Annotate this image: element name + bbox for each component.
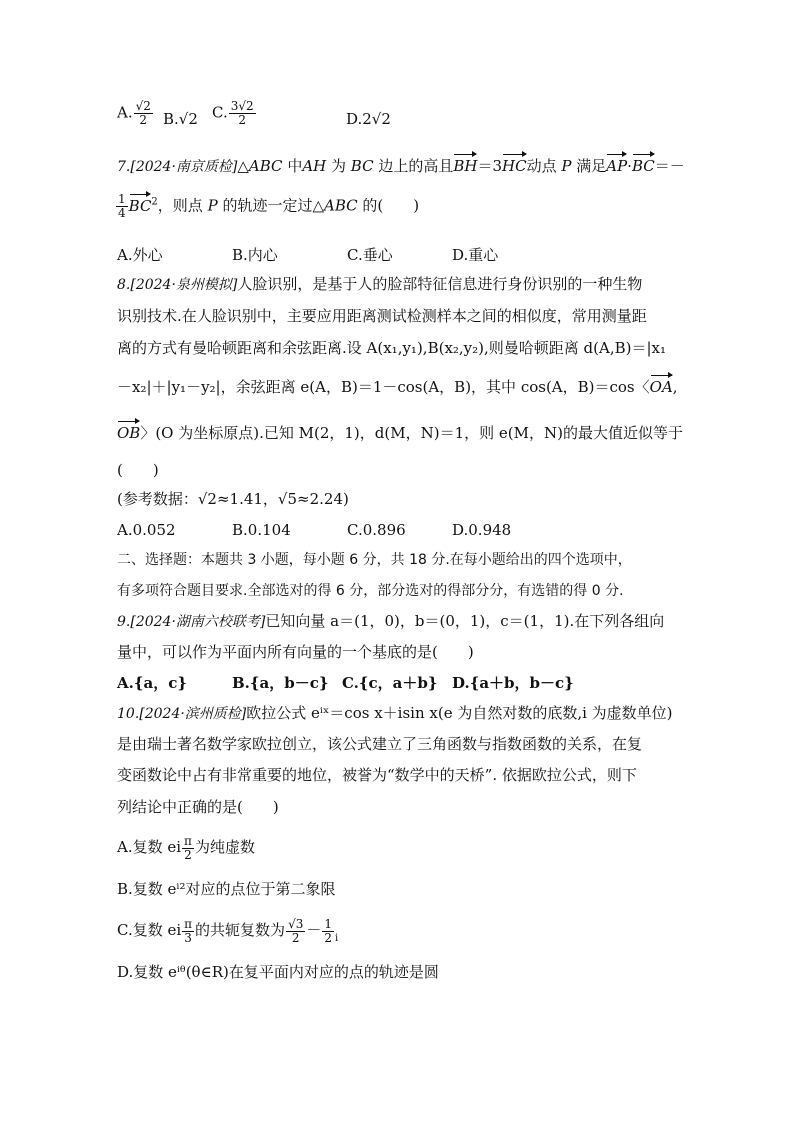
q8-option-b: B.0.104 <box>232 521 291 539</box>
q7-option-d: D.重心 <box>452 246 499 264</box>
q10-c-fraction-1: $\frac{\pi}{3}$ <box>184 916 193 945</box>
vector-hc: HC <box>502 157 527 175</box>
section-2-header-line-2: 有多项符合题目要求.全部选对的得 6 分，部分选对的得部分分，有选错的得 0 分. <box>117 583 624 599</box>
q10-line-2: 是由瑞士著名数学家欧拉创立，该公式建立了三角函数与指数函数的关系，在复 <box>117 735 643 753</box>
q6-a-fraction: $\frac{√2}{2}$ <box>135 99 151 127</box>
q10-option-b: B.复数 eⁱ²对应的点位于第二象限 <box>117 880 336 898</box>
q10-option-d: D.复数 eⁱᶿ(θ∈R)在复平面内对应的点的轨迹是圆 <box>117 963 439 981</box>
q8-option-d: D.0.948 <box>452 521 512 539</box>
q7-option-b: B.内心 <box>232 246 278 264</box>
q9-option-d: D.{a＋b，b－c} <box>452 674 574 692</box>
q6-option-c: C. $\frac{3√2}{2}$ <box>212 99 254 127</box>
q6-option-d: D.2√2 <box>346 110 391 128</box>
vector-bc: BC <box>631 157 655 175</box>
vector-oa: OA <box>649 378 673 396</box>
q8-line-3: 离的方式有曼哈顿距离和余弦距离.设 A(x₁,y₁),B(x₂,y₂),则曼哈顿距离 d(A,B)＝|x₁ <box>117 339 667 357</box>
q9-line-2: 量中，可以作为平面内所有向量的一个基底的是( ) <box>117 643 474 661</box>
q8-option-a: A.0.052 <box>117 521 176 539</box>
q6-option-a: A. $\frac{√2}{2}$ <box>117 99 151 127</box>
vector-ob: OB <box>117 424 141 442</box>
q10-c-fraction-3: $\frac{1}{2}$ <box>324 916 332 945</box>
q7-option-a: A.外心 <box>117 246 163 264</box>
q7-option-c: C.垂心 <box>347 246 393 264</box>
q7-line-2: $\frac{1}{4}$ $BC^2$，则点 P 的轨迹一定过△ABC 的( ) <box>118 192 420 220</box>
q8-line-2: 识别技术.在人脸识别中，主要应用距离测试检测样本之间的相似度，常用测量距 <box>117 307 647 325</box>
q8-option-c: C.0.896 <box>347 521 406 539</box>
q8-line-5: OB〉(O 为坐标原点).已知 M(2，1)，d(M，N)＝1，则 e(M，N)的最大值近似等于 <box>117 424 683 442</box>
q10-option-c: C.复数 ei $\frac{\pi}{3}$ 的共轭复数为 $\frac{√3}{2}$ － $\frac{1}{2}$ $_i$ <box>117 916 339 945</box>
q7-fraction: $\frac{1}{4}$ <box>118 192 126 220</box>
q6-c-fraction: $\frac{3√2}{2}$ <box>230 99 254 127</box>
q10-line-3: 变函数论中占有非常重要的地位，被誉为“数学中的天桥”. 依据欧拉公式，则下 <box>117 766 637 784</box>
q9-line-1: 9.[2024·湖南六校联考]已知向量 a＝(1，0)，b＝(0，1)，c＝(1，1).在下列各组向 <box>117 612 665 630</box>
q10-c-fraction-2: $\frac{√3}{2}$ <box>288 916 304 945</box>
q10-line-4: 列结论中正确的是( ) <box>117 798 279 816</box>
q8-line-6: ( ) <box>117 461 159 479</box>
q10-option-a: A.复数 ei $\frac{\pi}{2}$ 为纯虚数 <box>117 833 255 862</box>
vector-ap: AP <box>606 157 628 175</box>
q9-option-b: B.{a，b－c} <box>232 674 329 692</box>
q6-option-b: B.√2 <box>163 110 198 128</box>
q7-line-1: 7.[2024·南京质检]△ABC 中AH 为 BC 边上的高且BH＝3HC动点 P 满足AP·BC＝－ <box>117 157 685 175</box>
q9-option-c: C.{c，a＋b} <box>342 674 438 692</box>
q8-line-4: －x₂|＋|y₁－y₂|，余弦距离 e(A，B)＝1－cos(A，B)，其中 cos(A，B)＝cos〈OA, <box>117 378 678 396</box>
q9-option-a: A.{a，c} <box>117 674 188 692</box>
vector-bc-squared: BC <box>128 196 152 215</box>
q8-reference-data: (参考数据：√2≈1.41，√5≈2.24) <box>117 490 349 508</box>
section-2-header-line-1: 二、选择题：本题共 3 小题，每小题 6 分，共 18 分.在每小题给出的四个选项中， <box>117 552 632 568</box>
q10-line-1: 10.[2024·滨州质检]欧拉公式 eⁱˣ＝cos x＋isin x(e 为自然对数的底数,i 为虚数单位) <box>117 704 673 722</box>
vector-bh: BH <box>453 157 478 175</box>
q8-line-1: 8.[2024·泉州模拟]人脸识别，是基于人的脸部特征信息进行身份识别的一种生物 <box>117 275 643 293</box>
q10-a-fraction: $\frac{\pi}{2}$ <box>184 833 192 862</box>
